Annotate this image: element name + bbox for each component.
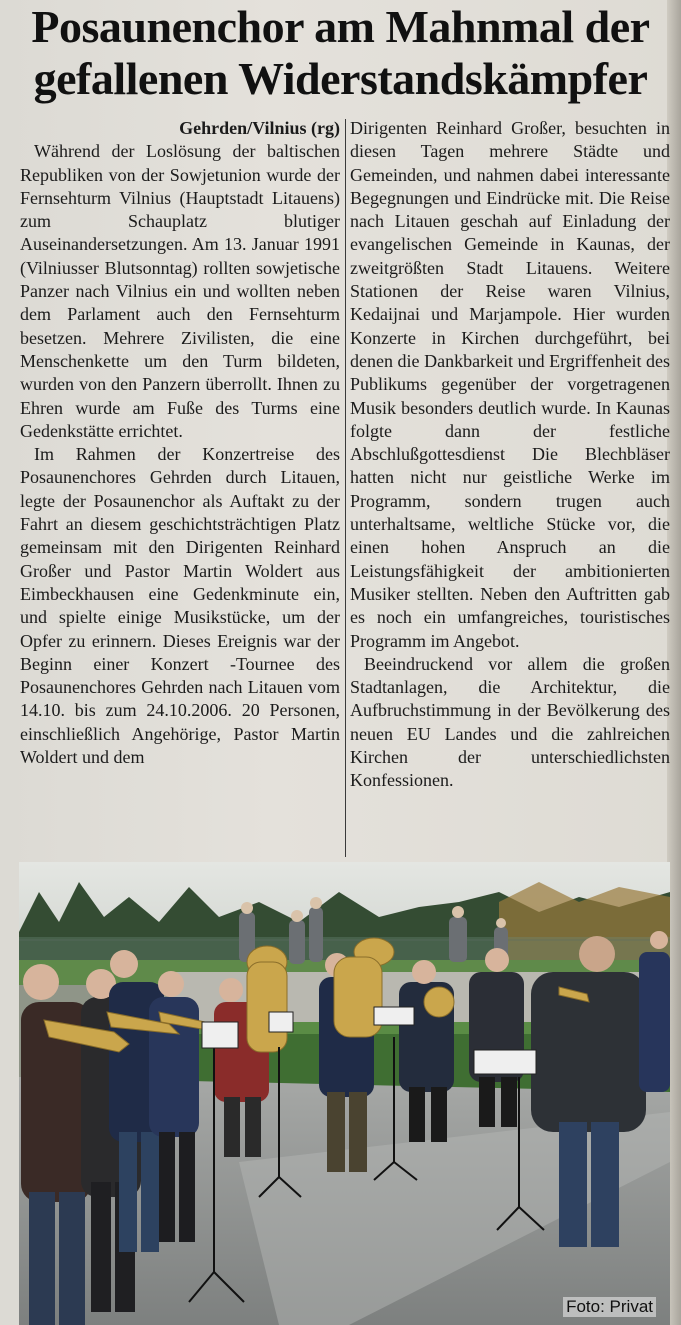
paragraph: Beeindruckend vor allem die großen Stadtanlagen, die Architektur, die Aufbruchstimmung in der Bevölkerung des neuen EU Landes und die zahlreichen Kirchen der unterschiedlichsten Konfessionen.: [350, 653, 670, 791]
column-right: [350, 117, 670, 793]
column-left: [20, 117, 340, 769]
paragraph: Während der Loslösung der baltischen Republiken von der Sowjetunion wurde der Fernsehturm Vilnius (Hauptstadt Litauens) zum Schauplatz blutiger Auseinandersetzungen. Am 13. Januar 1991 (Vilniusser Blutsonntag) rollten sowjetische Panzer nach Vilnius ein und wollten neben dem Parlament auch den Fernsehturm besetzen. Mehrere Zivilisten, die eine Menschenkette um den Turm bildeten, wurden von den Panzern überrollt. Ihnen zu Ehren wurde am Fuße des Turms eine Gedenkstätte errichtet.: [20, 141, 340, 441]
column-divider: [345, 119, 346, 857]
paragraph: Im Rahmen der Konzertreise des Posaunenchores Gehrden durch Litauen, legte der Posaunenchor als Auftakt zu der Fahrt an diesem geschichtsträchtigen Platz gemeinsam mit den Dirigenten Reinhard Großer und Pastor Martin Woldert aus Eimbeckhausen eine Gedenkminute ein, und spielte einige Musikstücke, um der Opfer zu erinnern. Dieses Ereignis war der Beginn einer Konzert -Tournee des Posaunenchores Gehrden nach Litauen vom 14.10. bis zum 24.10.2006. 20 Personen, einschließlich Angehörige, Pastor Martin Woldert und dem: [20, 444, 340, 768]
article-body: [20, 117, 670, 857]
dateline: Gehrden/Vilnius (rg): [179, 118, 340, 138]
headline-line-2: gefallenen Widerstandskämpfer: [33, 53, 648, 104]
paragraph: Dirigenten Reinhard Großer, besuchten in diesen Tagen mehrere Städte und Gemeinden, und nahmen dabei interessante Begegnungen und Eindrücke mit. Die Reise nach Litauen geschah auf Einladung der evangelischen Gemeinde in Kaunas, der zweitgrößten Stadt Litauens. Weitere Stationen der Reise waren Vilnius, Kedaijnai und Marjampole. Hier wurden Konzerte in Kirchen durchgeführt, bei denen die Dankbarkeit und Ergriffenheit des Publikums gegenüber der vorgetragenen Musik besonders deutlich wurde. In Kaunas folgte dann der festliche Abschlußgottesdienst Die Blechbläser hatten nicht nur geistliche Werke im Programm, sondern trugen auch unterhaltsame, weltliche Stücke vor, die einen hohen Anspruch an die Leistungsfähigkeit der ambitionierten Musiker stellten. Neben den Auftritten gab es noch ein umfangreiches, touristisches Programm im Angebot.: [350, 118, 670, 651]
brass-band-photo: [19, 862, 670, 1325]
photo-credit: Foto: Privat: [563, 1297, 656, 1317]
headline-line-1: Posaunenchor am Mahnmal der: [31, 1, 650, 52]
article-photo: [19, 862, 670, 1325]
article-headline: [0, 0, 681, 118]
